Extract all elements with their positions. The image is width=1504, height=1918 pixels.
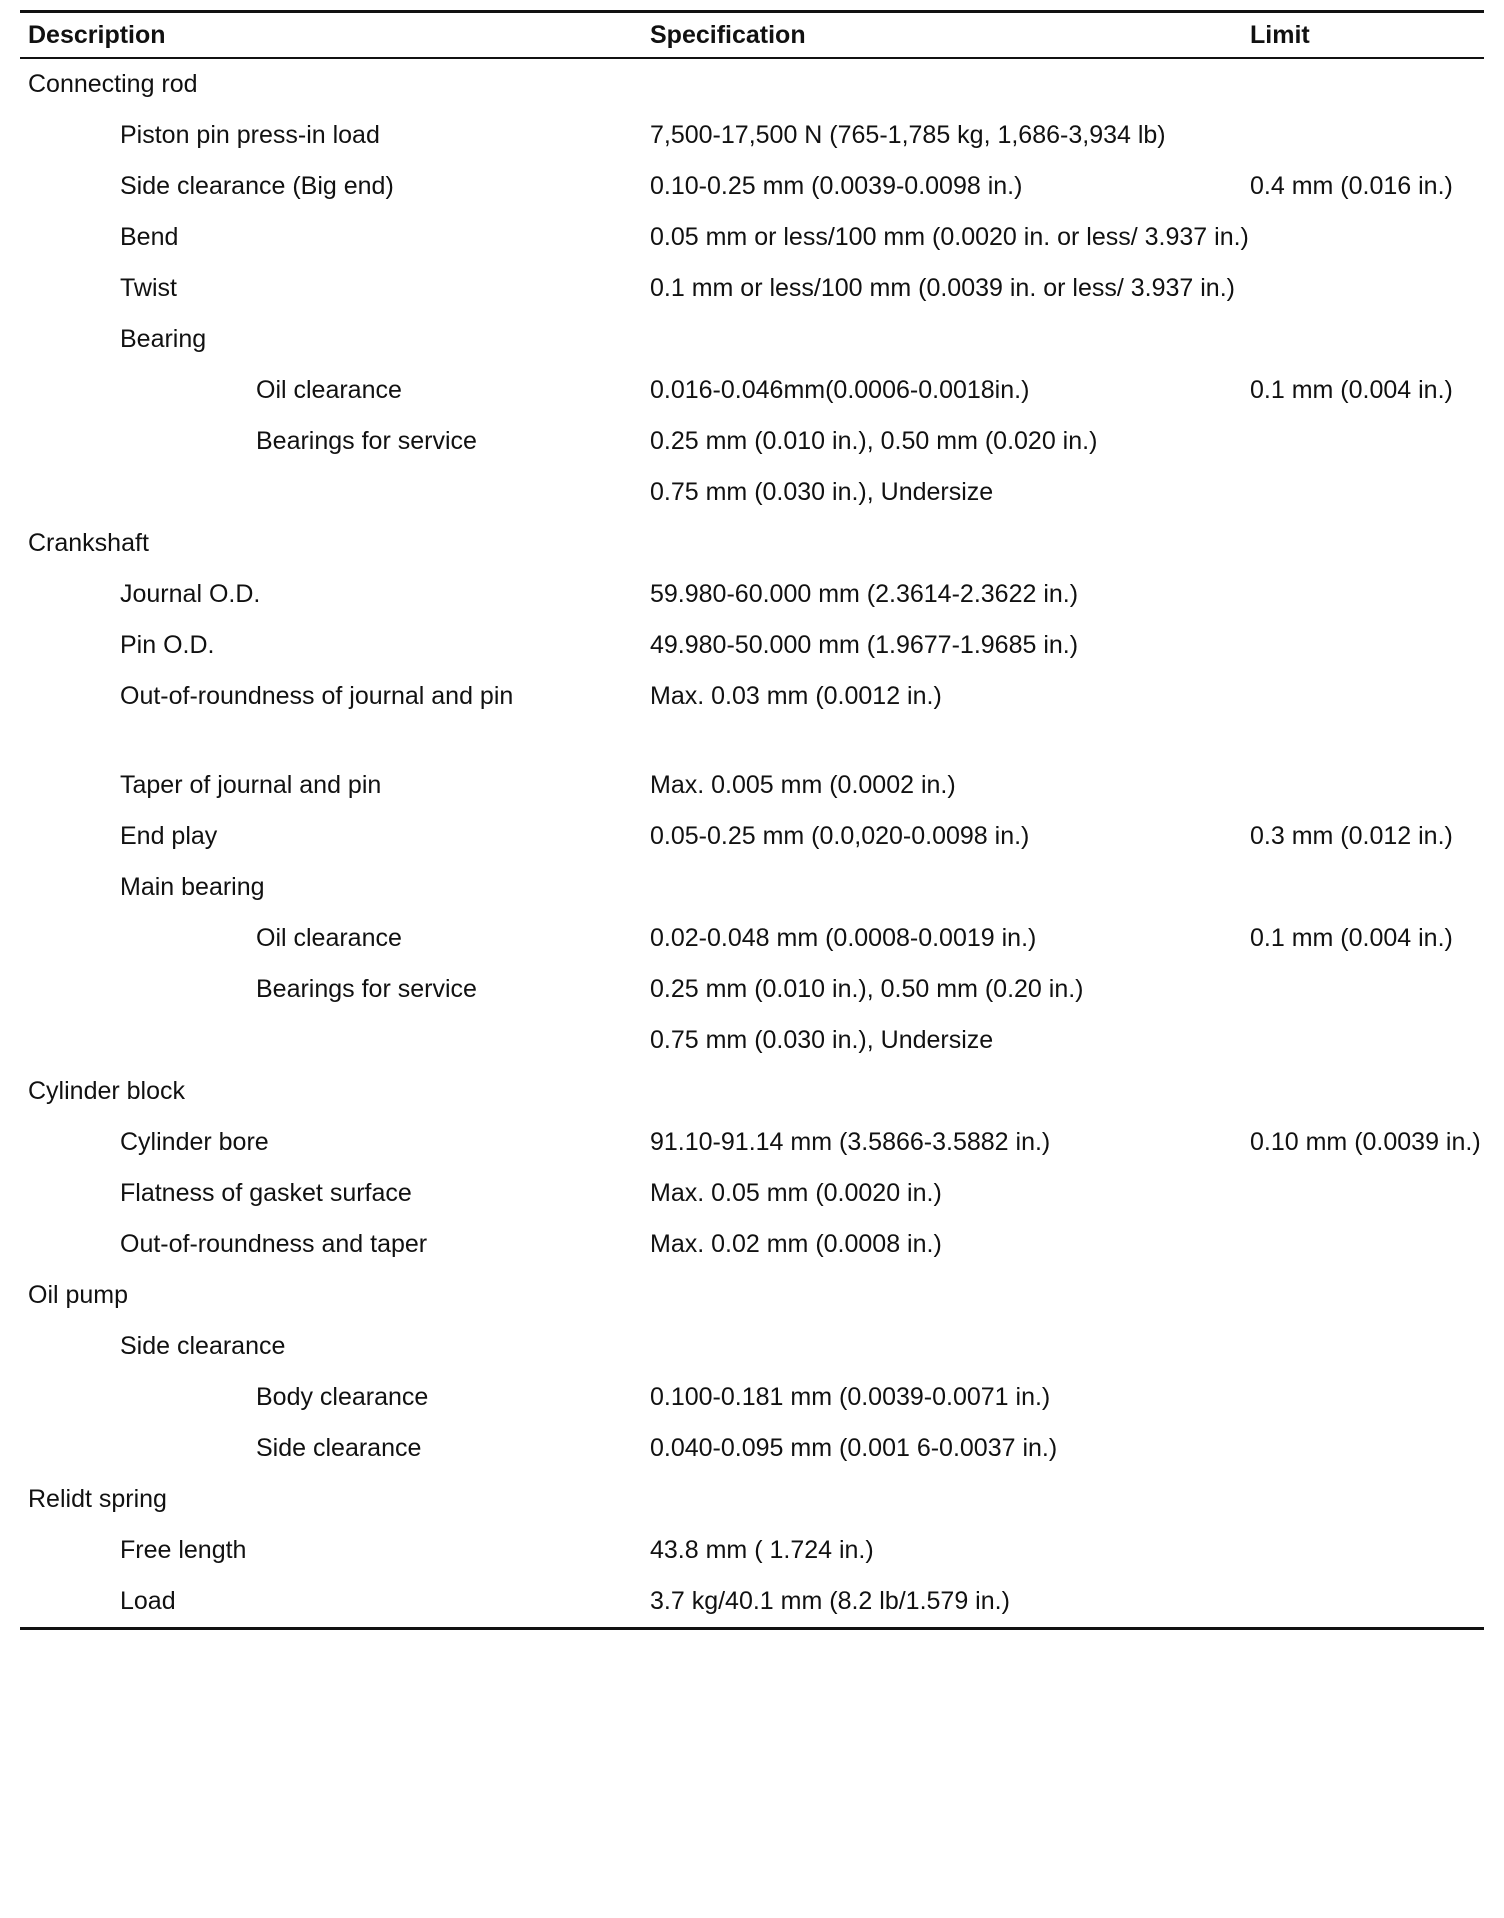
row-limit (1250, 671, 1484, 689)
row-limit (1250, 862, 1484, 880)
table-row (20, 569, 1484, 620)
row-specification: 0.1 mm or less/100 mm (0.0039 in. or less/ 3.937 in.) (650, 274, 1235, 302)
row-description: Connecting rod (28, 70, 198, 98)
row-limit: 0.1 mm (0.004 in.) (1250, 924, 1453, 952)
table-row (20, 1066, 1484, 1117)
row-limit (1250, 1576, 1484, 1594)
row-limit (1250, 110, 1484, 128)
table-row (20, 1576, 1484, 1627)
table-row (20, 314, 1484, 365)
row-description: Bend (120, 223, 179, 251)
row-specification: 43.8 mm ( 1.724 in.) (650, 1536, 874, 1564)
row-limit (1250, 314, 1484, 332)
row-specification: 0.05-0.25 mm (0.0,020-0.0098 in.) (650, 822, 1030, 850)
row-specification: 0.016-0.046mm(0.0006-0.0018in.) (650, 376, 1030, 404)
row-description: Twist (120, 274, 177, 302)
table-row (20, 1219, 1484, 1270)
row-specification (650, 1321, 1250, 1339)
table-row (20, 760, 1484, 811)
row-limit (1250, 1321, 1484, 1339)
row-limit (1250, 1219, 1484, 1237)
row-limit: 0.10 mm (0.0039 in.) (1250, 1128, 1481, 1156)
table-body (20, 59, 1484, 1627)
row-description: Main bearing (120, 873, 265, 901)
row-description: Free length (120, 1536, 247, 1564)
header-limit: Limit (1250, 20, 1310, 49)
row-specification (650, 59, 1250, 77)
header-specification: Specification (650, 20, 806, 49)
row-limit (1250, 1270, 1484, 1288)
table-row (20, 620, 1484, 671)
row-description: Piston pin press-in load (120, 121, 380, 149)
table-row (20, 416, 1484, 467)
table-row (20, 1372, 1484, 1423)
row-description: End play (120, 822, 218, 850)
row-description (20, 1015, 650, 1033)
table-row (20, 1015, 1484, 1066)
row-limit (1250, 620, 1484, 638)
table-row (20, 913, 1484, 964)
row-description: Side clearance (Big end) (120, 172, 394, 200)
row-limit: 0.3 mm (0.012 in.) (1250, 822, 1453, 850)
row-specification (650, 862, 1250, 880)
table-row (20, 1168, 1484, 1219)
row-description: Body clearance (256, 1383, 429, 1411)
row-specification: 91.10-91.14 mm (3.5866-3.5882 in.) (650, 1128, 1051, 1156)
row-description: Side clearance (256, 1434, 422, 1462)
row-description: Journal O.D. (120, 580, 261, 608)
row-specification (650, 518, 1250, 536)
row-specification: Max. 0.02 mm (0.0008 in.) (650, 1230, 942, 1258)
row-description: Oil pump (28, 1281, 129, 1309)
table-row (20, 1423, 1484, 1474)
row-limit (1250, 467, 1484, 485)
table-row (20, 1117, 1484, 1168)
row-limit (1250, 1474, 1484, 1492)
row-specification: 0.25 mm (0.010 in.), 0.50 mm (0.20 in.) (650, 975, 1084, 1003)
row-limit (1250, 212, 1484, 230)
row-specification (650, 1270, 1250, 1288)
row-limit (1250, 1525, 1484, 1543)
row-limit: 0.1 mm (0.004 in.) (1250, 376, 1453, 404)
row-specification (650, 1474, 1250, 1492)
row-limit (1250, 1372, 1484, 1390)
table-row (20, 811, 1484, 862)
row-specification: 0.10-0.25 mm (0.0039-0.0098 in.) (650, 172, 1023, 200)
row-limit (1250, 416, 1484, 434)
table-row (20, 365, 1484, 416)
row-description: Bearing (120, 325, 207, 353)
row-description: Bearings for service (256, 427, 477, 455)
table-row (20, 59, 1484, 110)
table-row (20, 467, 1484, 518)
table-header-row (20, 13, 1484, 57)
row-specification: 0.75 mm (0.030 in.), Undersize (650, 478, 994, 506)
row-specification: 0.75 mm (0.030 in.), Undersize (650, 1026, 994, 1054)
row-description: Bearings for service (256, 975, 477, 1003)
row-description: Side clearance (120, 1332, 286, 1360)
row-specification (650, 1066, 1250, 1084)
table-row (20, 263, 1484, 314)
row-specification: 0.25 mm (0.010 in.), 0.50 mm (0.020 in.) (650, 427, 1098, 455)
table-row (20, 110, 1484, 161)
row-specification: Max. 0.05 mm (0.0020 in.) (650, 1179, 942, 1207)
row-description: Crankshaft (28, 529, 149, 557)
table-row (20, 1525, 1484, 1576)
row-limit (1250, 1168, 1484, 1186)
table-row (20, 964, 1484, 1015)
row-description: Out-of-roundness of journal and pin (120, 682, 514, 710)
table-row (20, 212, 1484, 263)
row-limit (1250, 1066, 1484, 1084)
header-description: Description (28, 20, 166, 49)
spec-table (20, 10, 1484, 1630)
row-limit: 0.4 mm (0.016 in.) (1250, 172, 1453, 200)
row-limit (1250, 760, 1484, 778)
table-bottom-rule (20, 1627, 1484, 1630)
row-description: Relidt spring (28, 1485, 167, 1513)
row-specification: Max. 0.03 mm (0.0012 in.) (650, 682, 942, 710)
row-description: Cylinder block (28, 1077, 186, 1105)
row-specification (650, 314, 1250, 332)
row-specification: 59.980-60.000 mm (2.3614-2.3622 in.) (650, 580, 1079, 608)
row-description (20, 467, 650, 485)
row-description: Pin O.D. (120, 631, 215, 659)
row-limit (1250, 518, 1484, 536)
table-row (20, 862, 1484, 913)
table-row (20, 671, 1484, 722)
row-specification: 3.7 kg/40.1 mm (8.2 lb/1.579 in.) (650, 1587, 1010, 1615)
row-specification: 0.02-0.048 mm (0.0008-0.0019 in.) (650, 924, 1037, 952)
row-specification: 49.980-50.000 mm (1.9677-1.9685 in.) (650, 631, 1079, 659)
row-specification: Max. 0.005 mm (0.0002 in.) (650, 771, 956, 799)
row-description: Load (120, 1587, 176, 1615)
row-limit (1250, 964, 1484, 982)
table-row (20, 161, 1484, 212)
row-limit (1250, 263, 1484, 281)
row-description: Oil clearance (256, 376, 402, 404)
row-description: Flatness of gasket surface (120, 1179, 412, 1207)
row-description: Taper of journal and pin (120, 771, 382, 799)
table-row (20, 1270, 1484, 1321)
row-description: Oil clearance (256, 924, 402, 952)
table-row (20, 1474, 1484, 1525)
row-limit (1250, 569, 1484, 587)
row-specification: 0.040-0.095 mm (0.001 6-0.0037 in.) (650, 1434, 1058, 1462)
row-description: Cylinder bore (120, 1128, 269, 1156)
table-row (20, 518, 1484, 569)
table-row (20, 1321, 1484, 1372)
row-limit (1250, 59, 1484, 77)
row-limit (1250, 1015, 1484, 1033)
row-description: Out-of-roundness and taper (120, 1230, 428, 1258)
row-specification: 7,500-17,500 N (765-1,785 kg, 1,686-3,934 lb) (650, 121, 1166, 149)
row-specification: 0.05 mm or less/100 mm (0.0020 in. or less/ 3.937 in.) (650, 223, 1249, 251)
row-specification: 0.100-0.181 mm (0.0039-0.0071 in.) (650, 1383, 1051, 1411)
row-limit (1250, 1423, 1484, 1441)
